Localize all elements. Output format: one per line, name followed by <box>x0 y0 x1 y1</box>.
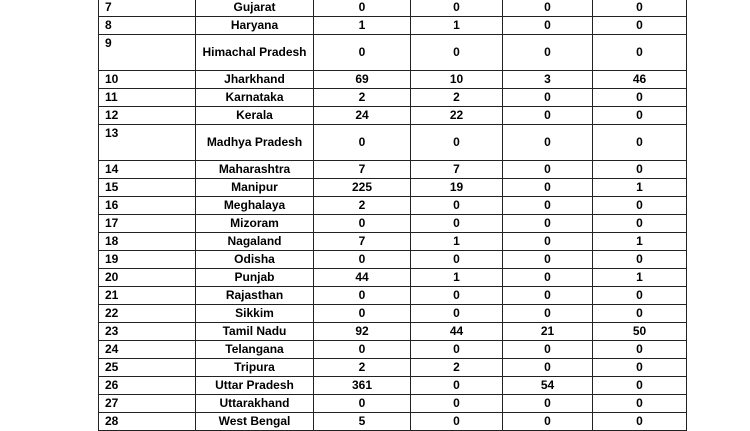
value-cell-col2: 19 <box>411 179 503 197</box>
value-cell-col2: 0 <box>411 377 503 395</box>
serial-number-cell: 11 <box>99 89 196 107</box>
value-cell-col4: 0 <box>593 377 687 395</box>
value-cell-col4: 0 <box>593 0 687 17</box>
value-cell-col1: 0 <box>314 215 411 233</box>
value-cell-col1: 44 <box>314 269 411 287</box>
state-name-cell: Himachal Pradesh <box>196 35 314 71</box>
table-row <box>99 17 687 35</box>
state-name-cell: Manipur <box>196 179 314 197</box>
value-cell-col1: 0 <box>314 0 411 17</box>
value-cell-col4: 0 <box>593 215 687 233</box>
value-cell-col1: 0 <box>314 305 411 323</box>
value-cell-col3: 0 <box>503 35 593 71</box>
value-cell-col1: 0 <box>314 251 411 269</box>
value-cell-col3: 0 <box>503 179 593 197</box>
value-cell-col1: 1 <box>314 17 411 35</box>
value-cell-col2: 1 <box>411 17 503 35</box>
serial-number-cell: 28 <box>99 413 196 431</box>
state-name-cell: Odisha <box>196 251 314 269</box>
value-cell-col3: 0 <box>503 0 593 17</box>
value-cell-col4: 0 <box>593 359 687 377</box>
serial-number-cell: 10 <box>99 71 196 89</box>
value-cell-col3: 0 <box>503 251 593 269</box>
value-cell-col4: 1 <box>593 269 687 287</box>
value-cell-col1: 0 <box>314 395 411 413</box>
value-cell-col4: 0 <box>593 287 687 305</box>
value-cell-col3: 0 <box>503 107 593 125</box>
value-cell-col2: 10 <box>411 71 503 89</box>
serial-number-cell: 16 <box>99 197 196 215</box>
table-row <box>99 161 687 179</box>
value-cell-col2: 0 <box>411 125 503 161</box>
value-cell-col2: 0 <box>411 251 503 269</box>
state-name-cell: Meghalaya <box>196 197 314 215</box>
value-cell-col2: 7 <box>411 161 503 179</box>
serial-number-cell: 17 <box>99 215 196 233</box>
value-cell-col4: 0 <box>593 251 687 269</box>
serial-number-cell: 20 <box>99 269 196 287</box>
table-row <box>99 377 687 395</box>
serial-number-cell: 21 <box>99 287 196 305</box>
value-cell-col4: 0 <box>593 161 687 179</box>
value-cell-col3: 0 <box>503 287 593 305</box>
table-row <box>99 179 687 197</box>
value-cell-col4: 1 <box>593 179 687 197</box>
value-cell-col1: 7 <box>314 233 411 251</box>
value-cell-col3: 0 <box>503 215 593 233</box>
serial-number-cell: 13 <box>99 125 196 161</box>
value-cell-col2: 1 <box>411 233 503 251</box>
state-name-cell: West Bengal <box>196 413 314 431</box>
value-cell-col2: 44 <box>411 323 503 341</box>
table-row <box>99 197 687 215</box>
serial-number-cell: 25 <box>99 359 196 377</box>
state-name-cell: Karnataka <box>196 89 314 107</box>
value-cell-col4: 0 <box>593 125 687 161</box>
state-name-cell: Haryana <box>196 17 314 35</box>
state-name-cell: Tamil Nadu <box>196 323 314 341</box>
value-cell-col2: 0 <box>411 35 503 71</box>
table-row <box>99 71 687 89</box>
state-name-cell: Mizoram <box>196 215 314 233</box>
value-cell-col1: 225 <box>314 179 411 197</box>
value-cell-col3: 0 <box>503 17 593 35</box>
value-cell-col2: 0 <box>411 197 503 215</box>
value-cell-col2: 2 <box>411 89 503 107</box>
value-cell-col4: 0 <box>593 197 687 215</box>
state-data-table <box>98 0 687 431</box>
value-cell-col1: 0 <box>314 287 411 305</box>
value-cell-col1: 2 <box>314 359 411 377</box>
state-name-cell: Uttarakhand <box>196 395 314 413</box>
state-name-cell: Jharkhand <box>196 71 314 89</box>
value-cell-col3: 0 <box>503 161 593 179</box>
serial-number-cell: 26 <box>99 377 196 395</box>
value-cell-col3: 0 <box>503 359 593 377</box>
state-name-cell: Sikkim <box>196 305 314 323</box>
value-cell-col4: 0 <box>593 395 687 413</box>
value-cell-col4: 0 <box>593 341 687 359</box>
table-body <box>99 0 687 431</box>
serial-number-cell: 7 <box>99 0 196 17</box>
table-row <box>99 287 687 305</box>
table-row <box>99 341 687 359</box>
value-cell-col4: 50 <box>593 323 687 341</box>
state-name-cell: Gujarat <box>196 0 314 17</box>
value-cell-col2: 0 <box>411 395 503 413</box>
value-cell-col3: 0 <box>503 341 593 359</box>
table-row <box>99 0 687 17</box>
value-cell-col2: 0 <box>411 287 503 305</box>
value-cell-col3: 0 <box>503 233 593 251</box>
value-cell-col4: 46 <box>593 71 687 89</box>
table-row <box>99 233 687 251</box>
value-cell-col2: 0 <box>411 341 503 359</box>
state-name-cell: Nagaland <box>196 233 314 251</box>
state-name-cell: Telangana <box>196 341 314 359</box>
value-cell-col2: 0 <box>411 413 503 431</box>
value-cell-col2: 0 <box>411 305 503 323</box>
serial-number-cell: 24 <box>99 341 196 359</box>
value-cell-col3: 3 <box>503 71 593 89</box>
value-cell-col1: 24 <box>314 107 411 125</box>
value-cell-col2: 2 <box>411 359 503 377</box>
value-cell-col3: 0 <box>503 413 593 431</box>
table-row <box>99 125 687 161</box>
state-name-cell: Rajasthan <box>196 287 314 305</box>
table-row <box>99 413 687 431</box>
state-name-cell: Uttar Pradesh <box>196 377 314 395</box>
state-name-cell: Kerala <box>196 107 314 125</box>
table-row <box>99 107 687 125</box>
value-cell-col1: 0 <box>314 35 411 71</box>
value-cell-col3: 54 <box>503 377 593 395</box>
value-cell-col1: 5 <box>314 413 411 431</box>
serial-number-cell: 9 <box>99 35 196 71</box>
value-cell-col4: 0 <box>593 17 687 35</box>
table-row <box>99 359 687 377</box>
state-name-cell: Madhya Pradesh <box>196 125 314 161</box>
state-name-cell: Punjab <box>196 269 314 287</box>
value-cell-col3: 0 <box>503 395 593 413</box>
serial-number-cell: 22 <box>99 305 196 323</box>
table-row <box>99 395 687 413</box>
serial-number-cell: 19 <box>99 251 196 269</box>
table-row <box>99 305 687 323</box>
serial-number-cell: 27 <box>99 395 196 413</box>
state-name-cell: Maharashtra <box>196 161 314 179</box>
value-cell-col1: 2 <box>314 89 411 107</box>
value-cell-col2: 0 <box>411 0 503 17</box>
value-cell-col2: 1 <box>411 269 503 287</box>
serial-number-cell: 23 <box>99 323 196 341</box>
value-cell-col4: 0 <box>593 89 687 107</box>
table-row <box>99 35 687 71</box>
value-cell-col4: 0 <box>593 107 687 125</box>
value-cell-col1: 2 <box>314 197 411 215</box>
table-row <box>99 89 687 107</box>
serial-number-cell: 15 <box>99 179 196 197</box>
state-name-cell: Tripura <box>196 359 314 377</box>
value-cell-col3: 21 <box>503 323 593 341</box>
table-row <box>99 215 687 233</box>
value-cell-col1: 0 <box>314 341 411 359</box>
value-cell-col3: 0 <box>503 269 593 287</box>
serial-number-cell: 8 <box>99 17 196 35</box>
value-cell-col1: 92 <box>314 323 411 341</box>
value-cell-col4: 0 <box>593 35 687 71</box>
serial-number-cell: 12 <box>99 107 196 125</box>
serial-number-cell: 18 <box>99 233 196 251</box>
value-cell-col1: 0 <box>314 125 411 161</box>
serial-number-cell: 14 <box>99 161 196 179</box>
value-cell-col3: 0 <box>503 305 593 323</box>
value-cell-col3: 0 <box>503 89 593 107</box>
table-row <box>99 323 687 341</box>
value-cell-col4: 0 <box>593 305 687 323</box>
value-cell-col2: 0 <box>411 215 503 233</box>
value-cell-col1: 7 <box>314 161 411 179</box>
value-cell-col2: 22 <box>411 107 503 125</box>
value-cell-col4: 1 <box>593 233 687 251</box>
value-cell-col1: 69 <box>314 71 411 89</box>
value-cell-col3: 0 <box>503 125 593 161</box>
table-row <box>99 269 687 287</box>
value-cell-col1: 361 <box>314 377 411 395</box>
table-row <box>99 251 687 269</box>
value-cell-col3: 0 <box>503 197 593 215</box>
value-cell-col4: 0 <box>593 413 687 431</box>
